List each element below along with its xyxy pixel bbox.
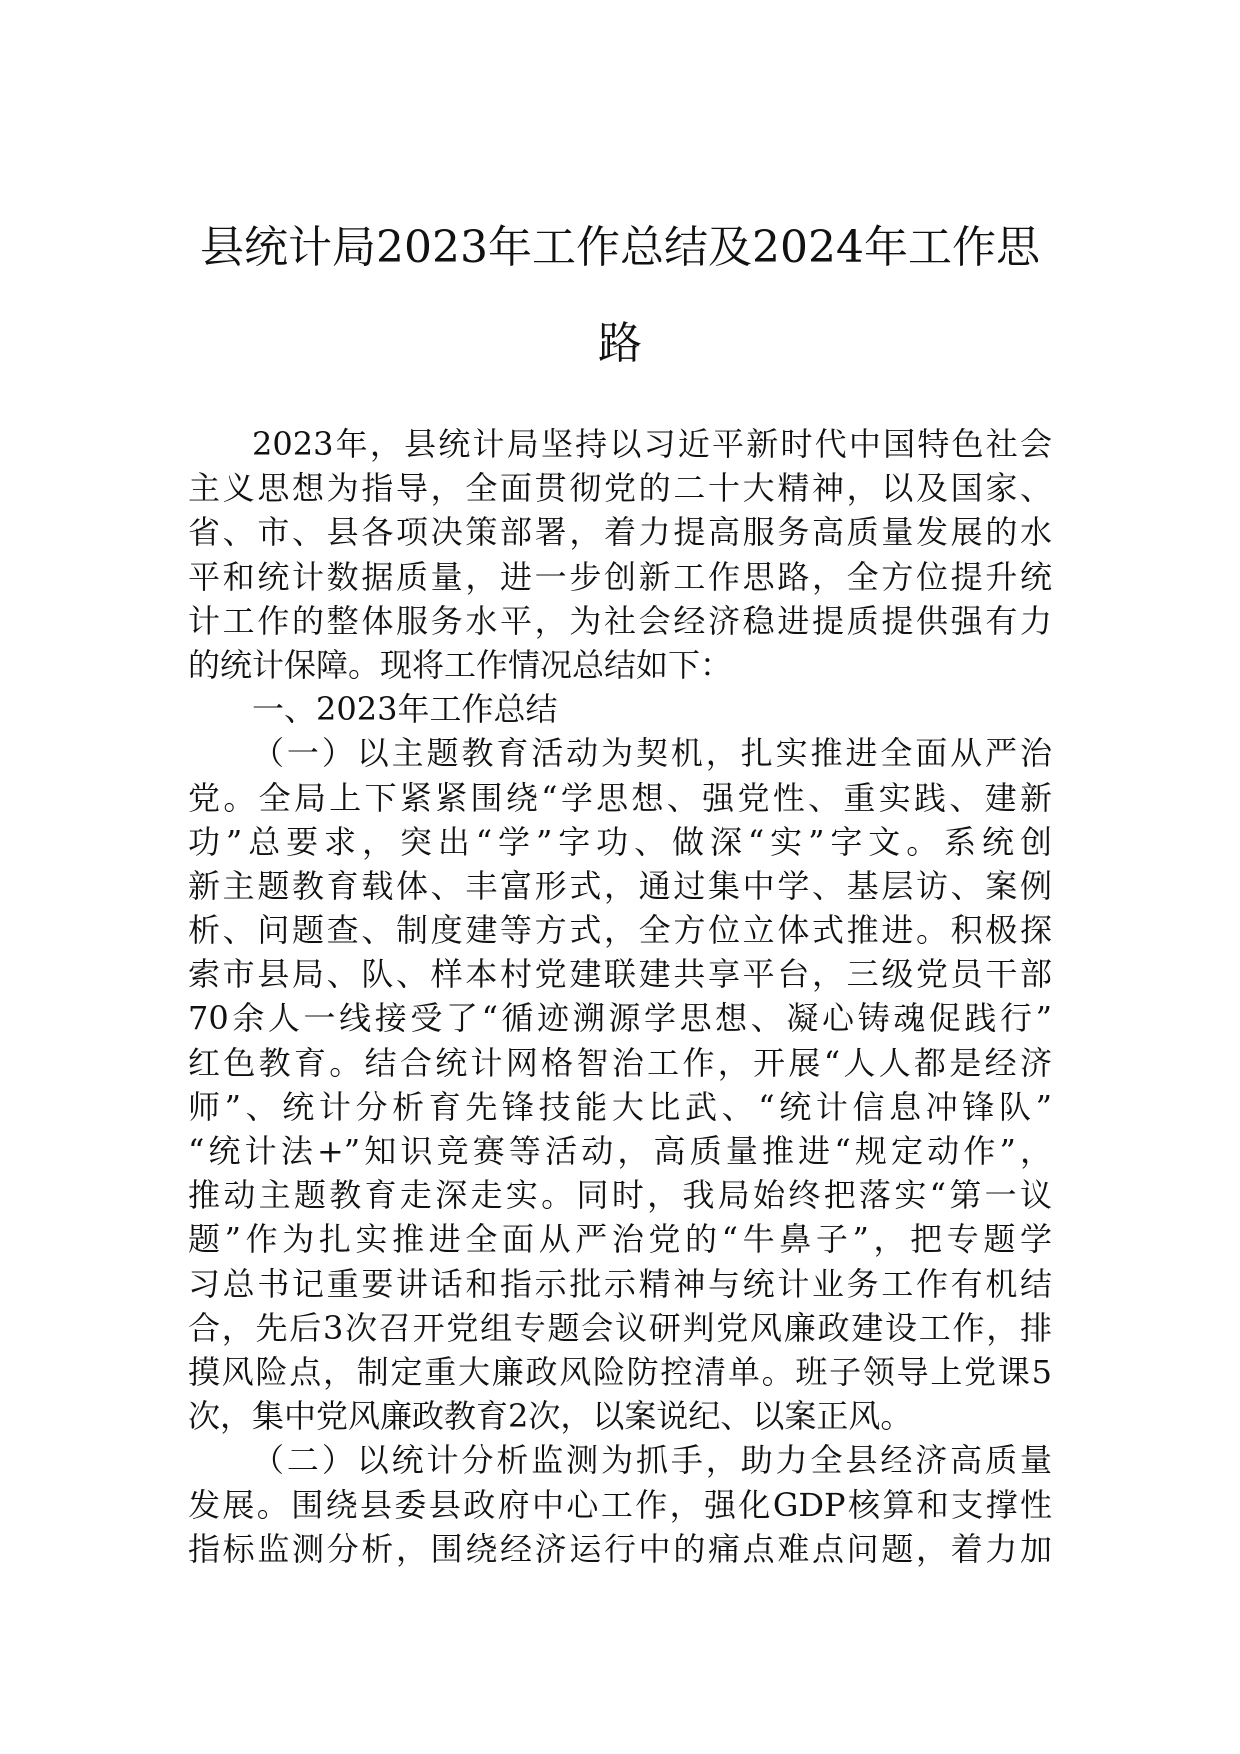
title-line-2: 路 [598,318,642,369]
body-text-line: 师”、统计分析育先锋技能大比武、“统计信息冲锋队” [188,1087,1052,1126]
body-text-line: 题”作为扎实推进全面从严治党的“牛鼻子”，把专题学 [188,1220,1052,1259]
body-text-line: 主义思想为指导，全面贯彻党的二十大精神，以及国家、 [188,469,1052,508]
body-text-line: 的统计保障。现将工作情况总结如下： [188,645,733,684]
body-text-line: 红色教育。结合统计网格智治工作，开展“人人都是经济 [188,1043,1052,1082]
body-text-line: “统计法+”知识竞赛等活动，高质量推进“规定动作”， [188,1132,1052,1170]
body-text-line: 新主题教育载体、丰富形式，通过集中学、基层访、案例 [188,866,1052,905]
body-text-line: 发展。围绕县委县政府中心工作，强化GDP核算和支撑性 [188,1485,1052,1524]
body-text-line: 指标监测分析，围绕经济运行中的痛点难点问题，着力加 [188,1529,1052,1568]
body-text-line: 功”总要求，突出“学”字功、做深“实”字文。系统创 [188,822,1052,861]
body-text-line: 次，集中党风廉政教育2次，以案说纪、以案正风。 [188,1397,913,1436]
body-text-line: 摸风险点，制定重大廉政风险防控清单。班子领导上党课5 [188,1352,1052,1391]
body-text-line: 习总书记重要讲话和指示批示精神与统计业务工作有机结 [188,1264,1052,1303]
body-text-line: 析、问题查、制度建等方式，全方位立体式推进。积极探 [188,911,1052,950]
body-text-line: （一）以主题教育活动为契机，扎实推进全面从严治 [252,734,1052,773]
body-text-line: （二）以统计分析监测为抓手，助力全县经济高质量 [252,1441,1052,1480]
body-text-line: 一、2023年工作总结 [252,690,558,729]
body-text-line: 计工作的整体服务水平，为社会经济稳进提质提供强有力 [188,601,1052,640]
body-text-line: 推动主题教育走深走实。同时，我局始终把落实“第一议 [188,1176,1052,1215]
body-text-line: 索市县局、队、样本村党建联建共享平台，三级党员干部 [188,955,1052,994]
body-text-line: 省、市、县各项决策部署，着力提高服务高质量发展的水 [188,513,1052,552]
document-title [150,200,1090,392]
body-text-line: 党。全局上下紧紧围绕“学思想、强党性、重实践、建新 [188,778,1052,817]
body-text-line: 平和统计数据质量，进一步创新工作思路，全方位提升统 [188,557,1052,596]
body-text-line: 合，先后3次召开党组专题会议研判党风廉政建设工作，排 [188,1308,1052,1347]
body-text-line: 70余人一线接受了“循迹溯源学思想、凝心铸魂促践行” [188,999,1052,1038]
title-line-1: 县统计局2023年工作总结及2024年工作思 [200,222,1040,273]
document-body [188,422,1052,1571]
body-text-line: 2023年，县统计局坚持以习近平新时代中国特色社会 [252,425,1052,463]
